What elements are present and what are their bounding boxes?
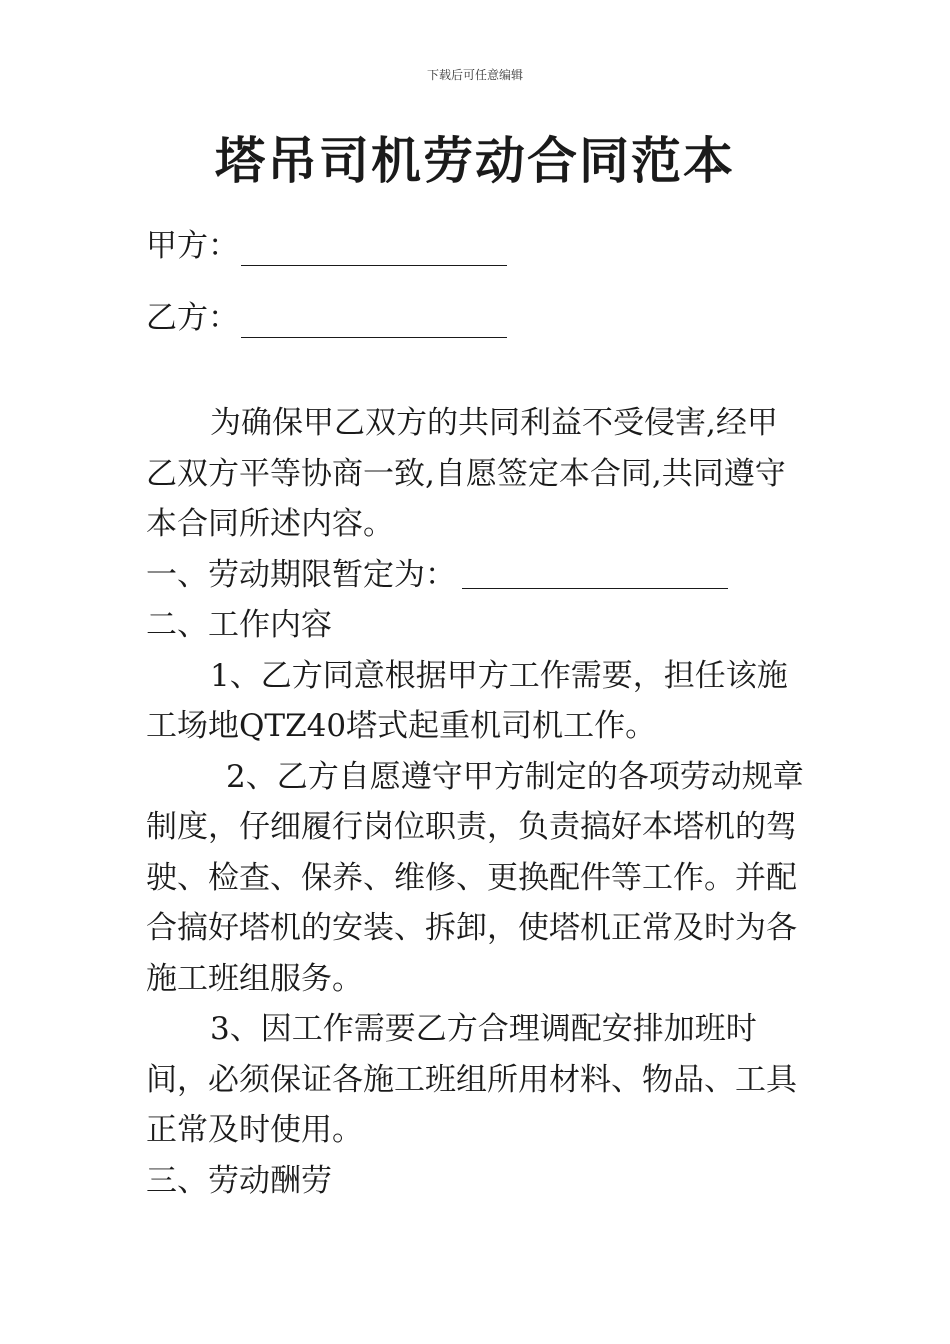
- section-2-heading: 二、工作内容: [146, 607, 332, 643]
- party-b-label: 乙方：: [146, 300, 239, 336]
- header-note: 下载后可任意编辑: [426, 68, 523, 82]
- section-1-heading: 一、劳动期限暂定为：: [146, 556, 456, 593]
- clause-3: 3、因工作需要乙方合理调配安排加班时间，必须保证各施工班组所用材料、物品、工具正常及时使用。: [146, 1011, 797, 1148]
- party-a-blank: [241, 235, 507, 266]
- party-a-label: 甲方：: [146, 228, 239, 264]
- contract-body: [146, 398, 806, 1206]
- party-b-blank: [241, 307, 507, 338]
- document-title: 塔吊司机劳动合同范本: [215, 131, 735, 190]
- section-3-heading: 三、劳动酬劳: [146, 1162, 332, 1199]
- term-blank: [462, 558, 728, 589]
- clause-2: 2、乙方自愿遵守甲方制定的各项劳动规章制度，仔细履行岗位职责，负责搞好本塔机的驾驶、检查、保养、维修、更换配件等工作。并配合搞好塔机的安装、拆卸，使塔机正常及时为各施工班组服务。: [146, 758, 804, 997]
- party-a-line: [146, 226, 507, 266]
- intro-paragraph: 为确保甲乙双方的共同利益不受侵害,经甲乙双方平等协商一致,自愿签定本合同,共同遵守本合同所述内容。: [146, 405, 786, 542]
- clause-1: 1、乙方同意根据甲方工作需要，担任该施工场地QTZ40塔式起重机司机工作。: [146, 657, 788, 744]
- section-1-line: [146, 550, 806, 601]
- party-b-line: [146, 298, 507, 338]
